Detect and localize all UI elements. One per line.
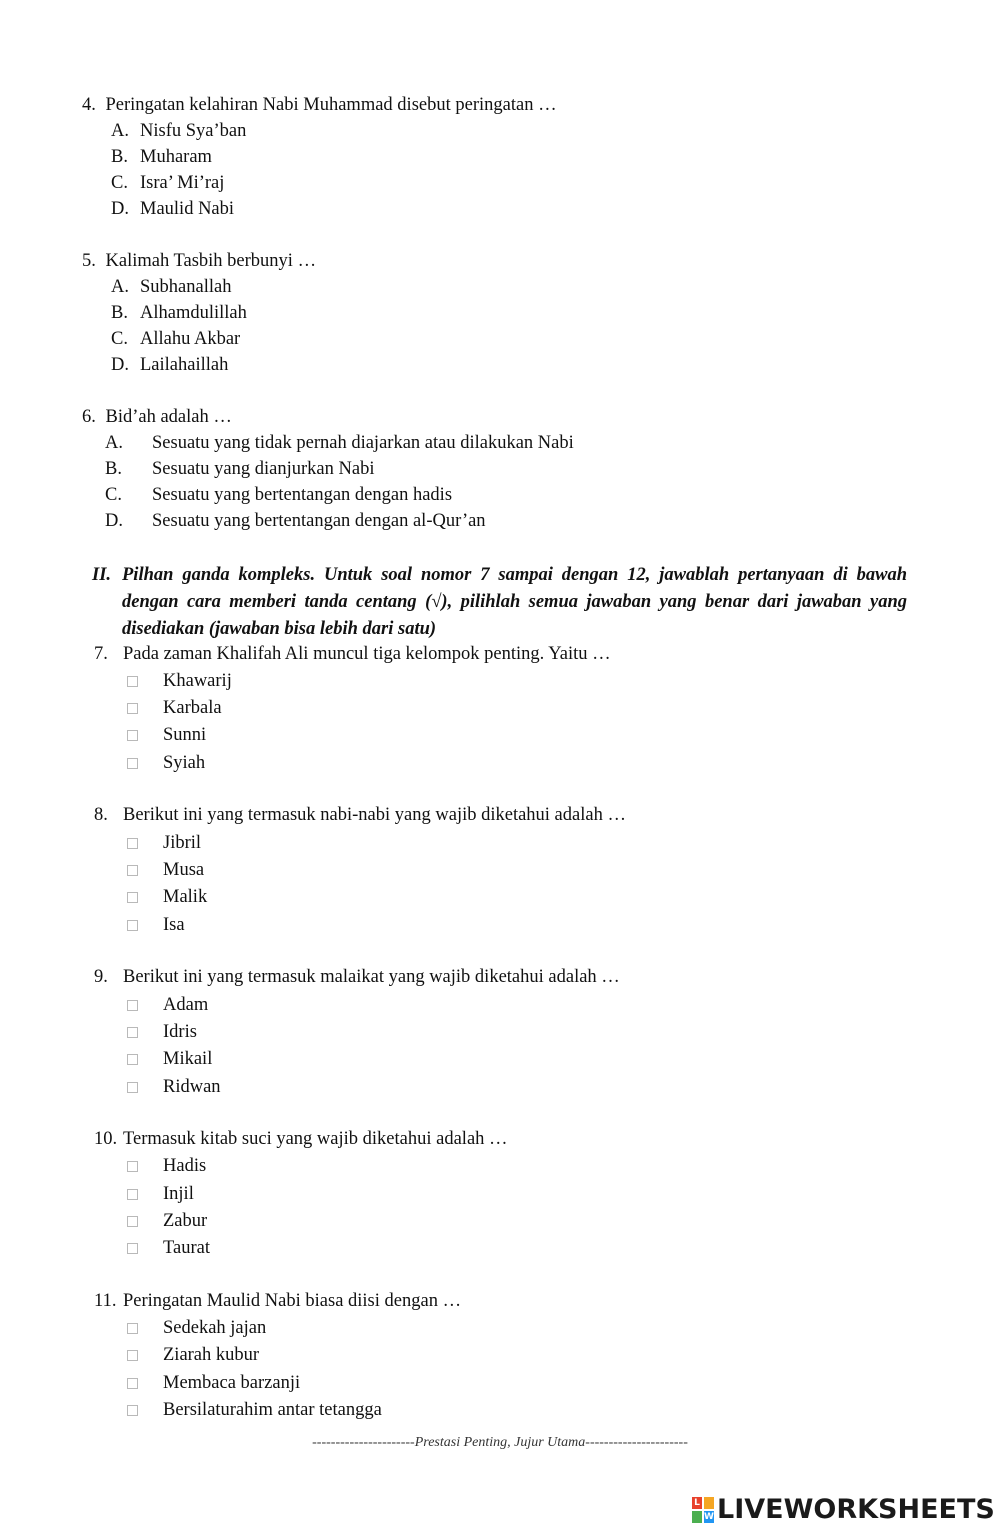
question-6 bbox=[82, 406, 232, 428]
question-8: 8. Berikut ini yang termasuk nabi-nabi yang wajib diketahui adalah … bbox=[94, 805, 626, 825]
option-6d[interactable]: D. Sesuatu yang bertentangan dengan al-Qur’an bbox=[105, 511, 486, 531]
checkbox-icon[interactable] bbox=[127, 1000, 138, 1011]
section-2-instruction bbox=[92, 562, 907, 643]
checkbox-icon[interactable] bbox=[127, 730, 138, 741]
option-4c[interactable]: C. Isra’ Mi’raj bbox=[111, 173, 225, 193]
option-5b[interactable]: B. Alhamdulillah bbox=[111, 303, 247, 323]
option-10-3[interactable]: Zabur bbox=[126, 1210, 207, 1232]
brand-square-icon: W bbox=[704, 1512, 714, 1522]
option-7-4[interactable]: Syiah bbox=[126, 752, 205, 774]
brand-square-icon bbox=[704, 1497, 714, 1509]
question-text: Kalimah Tasbih berbunyi … bbox=[105, 251, 317, 271]
option-11-3[interactable]: Membaca barzanji bbox=[126, 1372, 300, 1394]
option-10-2[interactable]: Injil bbox=[126, 1183, 194, 1205]
checkbox-icon[interactable] bbox=[127, 703, 138, 714]
question-number: 4. bbox=[82, 95, 96, 115]
option-9-2[interactable]: Idris bbox=[126, 1021, 197, 1043]
option-4d[interactable]: D. Maulid Nabi bbox=[111, 199, 235, 219]
option-8-4[interactable]: Isa bbox=[126, 914, 185, 936]
checkbox-icon[interactable] bbox=[127, 1243, 138, 1254]
question-number: 6. bbox=[82, 407, 96, 427]
option-6a[interactable]: A. Sesuatu yang tidak pernah diajarkan atau dilakukan Nabi bbox=[105, 433, 574, 453]
brand-grid-icon bbox=[692, 1497, 714, 1523]
checkbox-icon[interactable] bbox=[127, 1350, 138, 1361]
checkbox-icon[interactable] bbox=[127, 1027, 138, 1038]
brand-square-icon: L bbox=[692, 1497, 702, 1509]
brand-name: LIVEWORKSHEETS bbox=[717, 1494, 995, 1525]
option-11-2[interactable]: Ziarah kubur bbox=[126, 1344, 259, 1366]
checkbox-icon[interactable] bbox=[127, 1378, 138, 1389]
option-9-4[interactable]: Ridwan bbox=[126, 1076, 221, 1098]
question-11: 11. Peringatan Maulid Nabi biasa diisi dengan … bbox=[94, 1291, 462, 1311]
option-5a[interactable]: A. Subhanallah bbox=[111, 277, 232, 297]
option-7-2[interactable]: Karbala bbox=[126, 697, 222, 719]
option-7-1[interactable]: Khawarij bbox=[126, 670, 232, 692]
question-9: 9. Berikut ini yang termasuk malaikat yang wajib diketahui adalah … bbox=[94, 967, 620, 987]
question-5 bbox=[82, 250, 316, 272]
instruction-text: Pilhan ganda kompleks. Untuk soal nomor 7 sampai dengan 12, jawablah pertanyaan di bawah dengan cara memberi tanda centang (√), pilihlah semua jawaban yang benar dari jawaban yang disediakan (jawaban bisa lebih dari satu) bbox=[122, 565, 907, 639]
checkbox-icon[interactable] bbox=[127, 1054, 138, 1065]
option-8-2[interactable]: Musa bbox=[126, 859, 204, 881]
checkbox-icon[interactable] bbox=[127, 1323, 138, 1334]
checkbox-icon[interactable] bbox=[127, 676, 138, 687]
checkbox-icon[interactable] bbox=[127, 865, 138, 876]
checkbox-icon[interactable] bbox=[127, 1216, 138, 1227]
checkbox-icon[interactable] bbox=[127, 920, 138, 931]
option-11-4[interactable]: Bersilaturahim antar tetangga bbox=[126, 1399, 382, 1421]
option-8-1[interactable]: Jibril bbox=[126, 832, 201, 854]
checkbox-icon[interactable] bbox=[127, 1189, 138, 1200]
question-text: Bid’ah adalah … bbox=[105, 407, 232, 427]
section-roman-numeral: II. bbox=[92, 565, 112, 585]
checkbox-icon[interactable] bbox=[127, 1082, 138, 1093]
option-5c[interactable]: C. Allahu Akbar bbox=[111, 329, 241, 349]
option-9-3[interactable]: Mikail bbox=[126, 1048, 212, 1070]
question-4 bbox=[82, 94, 557, 116]
option-6b[interactable]: B. Sesuatu yang dianjurkan Nabi bbox=[105, 459, 375, 479]
option-6c[interactable]: C. Sesuatu yang bertentangan dengan hadis bbox=[105, 485, 453, 505]
option-9-1[interactable]: Adam bbox=[126, 994, 208, 1016]
liveworksheets-logo[interactable] bbox=[692, 1494, 995, 1526]
option-4b[interactable]: B. Muharam bbox=[111, 147, 212, 167]
checkbox-icon[interactable] bbox=[127, 1161, 138, 1172]
option-7-3[interactable]: Sunni bbox=[126, 724, 206, 746]
option-8-3[interactable]: Malik bbox=[126, 886, 207, 908]
checkbox-icon[interactable] bbox=[127, 892, 138, 903]
option-11-1[interactable]: Sedekah jajan bbox=[126, 1317, 266, 1339]
option-5d[interactable]: D. Lailahaillah bbox=[111, 355, 229, 375]
option-10-1[interactable]: Hadis bbox=[126, 1155, 206, 1177]
checkbox-icon[interactable] bbox=[127, 838, 138, 849]
option-10-4[interactable]: Taurat bbox=[126, 1237, 210, 1259]
brand-square-icon bbox=[692, 1511, 702, 1523]
question-text: Peringatan kelahiran Nabi Muhammad disebut peringatan … bbox=[105, 95, 557, 115]
question-10: 10. Termasuk kitab suci yang wajib diketahui adalah … bbox=[94, 1129, 508, 1149]
question-number: 5. bbox=[82, 251, 96, 271]
page-footer: ----------------------Prestasi Penting, Jujur Utama---------------------- bbox=[312, 1435, 688, 1450]
checkbox-icon[interactable] bbox=[127, 758, 138, 769]
checkbox-icon[interactable] bbox=[127, 1405, 138, 1416]
question-7: 7. Pada zaman Khalifah Ali muncul tiga kelompok penting. Yaitu … bbox=[94, 644, 611, 664]
option-4a[interactable]: A. Nisfu Sya’ban bbox=[111, 121, 247, 141]
